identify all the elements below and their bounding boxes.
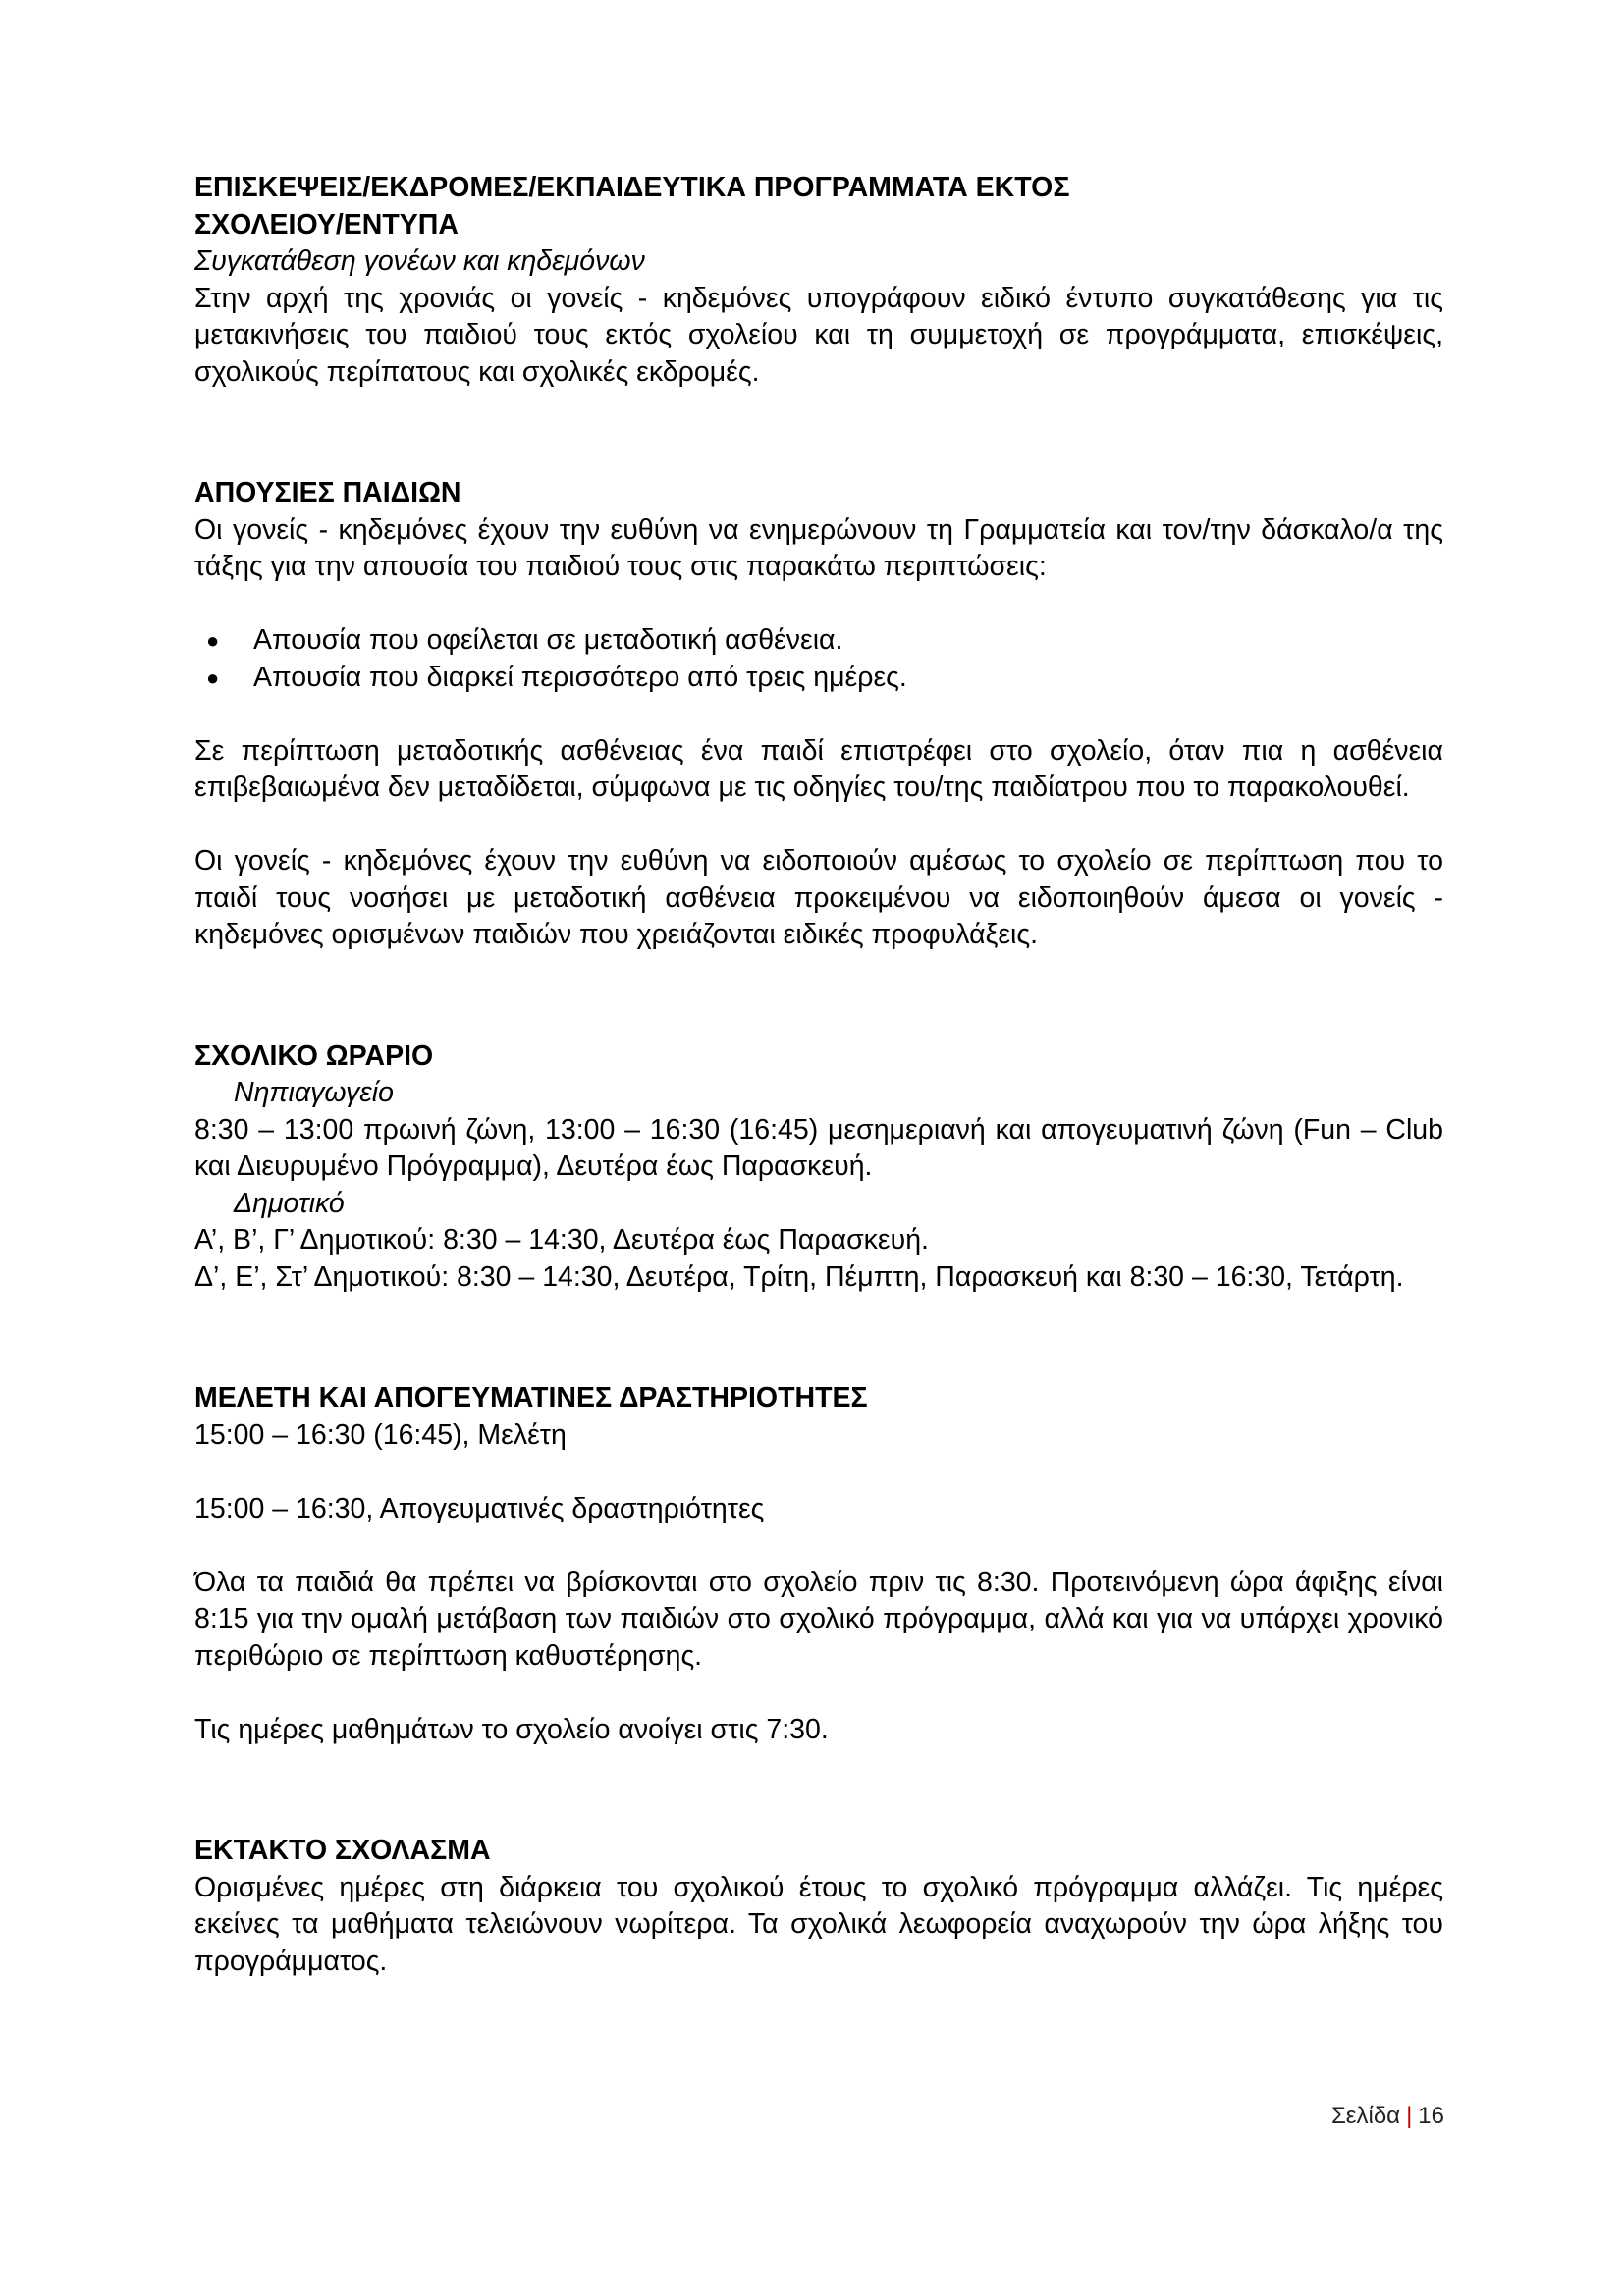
section-heading-early-dismissal: ΕΚΤΑΚΤΟ ΣΧΟΛΑΣΜΑ <box>194 1835 491 1866</box>
absence-bullet-list <box>194 622 1443 696</box>
subheading-kindergarten: Νηπιαγωγείο <box>234 1077 394 1108</box>
subheading-primary: Δημοτικό <box>234 1187 345 1219</box>
paragraph-absences-intro: Οι γονείς - κηδεμόνες έχουν την ευθύνη να ενημερώνουν τη Γραμματεία και τον/την δάσκαλο/α της τάξης για την απουσία του παιδιού τους στις παρακάτω περιπτώσεις: <box>194 513 1443 582</box>
afternoon-activities-hours: 15:00 – 16:30, Απογευματινές δραστηριότητες <box>194 1492 765 1524</box>
footer-page-number: 16 <box>1418 2103 1444 2129</box>
list-item <box>194 660 1443 697</box>
section-heading-absences: ΑΠΟΥΣΙΕΣ ΠΑΙΔΙΩΝ <box>194 477 461 508</box>
list-item-text: Απουσία που οφείλεται σε μεταδοτική ασθένεια. <box>253 624 843 656</box>
subheading-parent-consent: Συγκατάθεση γονέων και κηδεμόνων <box>194 245 645 277</box>
section-early-dismissal <box>194 1833 1443 1980</box>
kindergarten-hours: 8:30 – 13:00 πρωινή ζώνη, 13:00 – 16:30 (16:45) μεσημεριανή και απογευματινή ζώνη (Fun – Club και Διευρυμένο Πρόγραμμα), Δευτέρα έως Παρασκευή. <box>194 1113 1443 1182</box>
section-study-activities <box>194 1380 1443 1748</box>
paragraph-notify-school: Οι γονείς - κηδεμόνες έχουν την ευθύνη να ειδοποιούν αμέσως το σχολείο σε περίπτωση που το παιδί τους νοσήσει με μεταδοτική ασθένεια προκειμένου να ειδοποιηθούν άμεσα οι γονείς - κηδεμόνες ορισμένων παιδιών που χρειάζονται ειδικές προφυλάξεις. <box>194 845 1443 950</box>
section-heading-visits-line2: ΣΧΟΛΕΙΟΥ/ΕΝΤΥΠΑ <box>194 208 459 240</box>
paragraph-contagious-illness: Σε περίπτωση μεταδοτικής ασθένειας ένα παιδί επιστρέφει στο σχολείο, όταν πια η ασθένεια επιβεβαιωμένα δεν μεταδίδεται, σύμφωνα με τις οδηγίες του/της παιδίατρου που το παρακολουθεί. <box>194 734 1443 803</box>
section-school-hours <box>194 1039 1443 1297</box>
paragraph-early-dismissal: Ορισμένες ημέρες στη διάρκεια του σχολικού έτους το σχολικό πρόγραμμα αλλάζει. Τις ημέρες εκείνες τα μαθήματα τελειώνουν νωρίτερα. Τα σχολικά λεωφορεία αναχωρούν την ώρα λήξης του προγράμματος. <box>194 1871 1443 1977</box>
section-visits-excursions <box>194 170 1443 391</box>
section-heading-study: ΜΕΛΕΤΗ ΚΑΙ ΑΠΟΓΕΥΜΑΤΙΝΕΣ ΔΡΑΣΤΗΡΙΟΤΗΤΕΣ <box>194 1382 868 1414</box>
study-hours: 15:00 – 16:30 (16:45), Μελέτη <box>194 1418 567 1451</box>
section-heading-school-hours: ΣΧΟΛΙΚΟ ΩΡΑΡΙΟ <box>194 1040 434 1072</box>
paragraph-arrival-time: Όλα τα παιδιά θα πρέπει να βρίσκονται στο σχολείο πριν τις 8:30. Προτεινόμενη ώρα άφιξης είναι 8:15 για την ομαλή μετάβαση των παιδιών στο σχολικό πρόγραμμα, αλλά και για να υπάρχει χρονικό περιθώριο σε περίπτωση καθυστέρησης. <box>194 1566 1443 1672</box>
page-footer <box>1331 2102 1444 2131</box>
footer-separator: | <box>1406 2103 1413 2129</box>
school-opening-time: Τις ημέρες μαθημάτων το σχολείο ανοίγει στις 7:30. <box>194 1713 829 1745</box>
bullet-dot-icon: ● <box>206 628 220 653</box>
footer-page-label: Σελίδα <box>1330 2103 1401 2129</box>
section-heading-visits <box>194 170 1443 243</box>
list-item-text: Απουσία που διαρκεί περισσότερο από τρεις ημέρες. <box>253 661 907 693</box>
document-page <box>194 170 1443 1980</box>
bullet-dot-icon: ● <box>206 665 220 690</box>
primary-hours-abc: Α’, Β’, Γ’ Δημοτικού: 8:30 – 14:30, Δευτέρα έως Παρασκευή. <box>194 1224 929 1255</box>
section-heading-visits-line1: ΕΠΙΣΚΕΨΕΙΣ/ΕΚΔΡΟΜΕΣ/ΕΚΠΑΙΔΕΥΤΙΚΑ ΠΡΟΓΡΑΜΜΑΤΑ ΕΚΤΟΣ <box>194 172 1070 203</box>
section-absences <box>194 475 1443 954</box>
list-item <box>194 622 1443 660</box>
primary-hours-def: Δ’, Ε’, Στ’ Δημοτικού: 8:30 – 14:30, Δευτέρα, Τρίτη, Πέμπτη, Παρασκευή και 8:30 – 16:30, Τετάρτη. <box>194 1260 1404 1293</box>
paragraph-consent: Στην αρχή της χρονιάς οι γονείς - κηδεμόνες υπογράφουν ειδικό έντυπο συγκατάθεσης για τις μετακινήσεις του παιδιού τους εκτός σχολείου και τη συμμετοχή σε προγράμματα, επισκέψεις, σχολικούς περίπατους και σχολικές εκδρομές. <box>194 282 1443 388</box>
